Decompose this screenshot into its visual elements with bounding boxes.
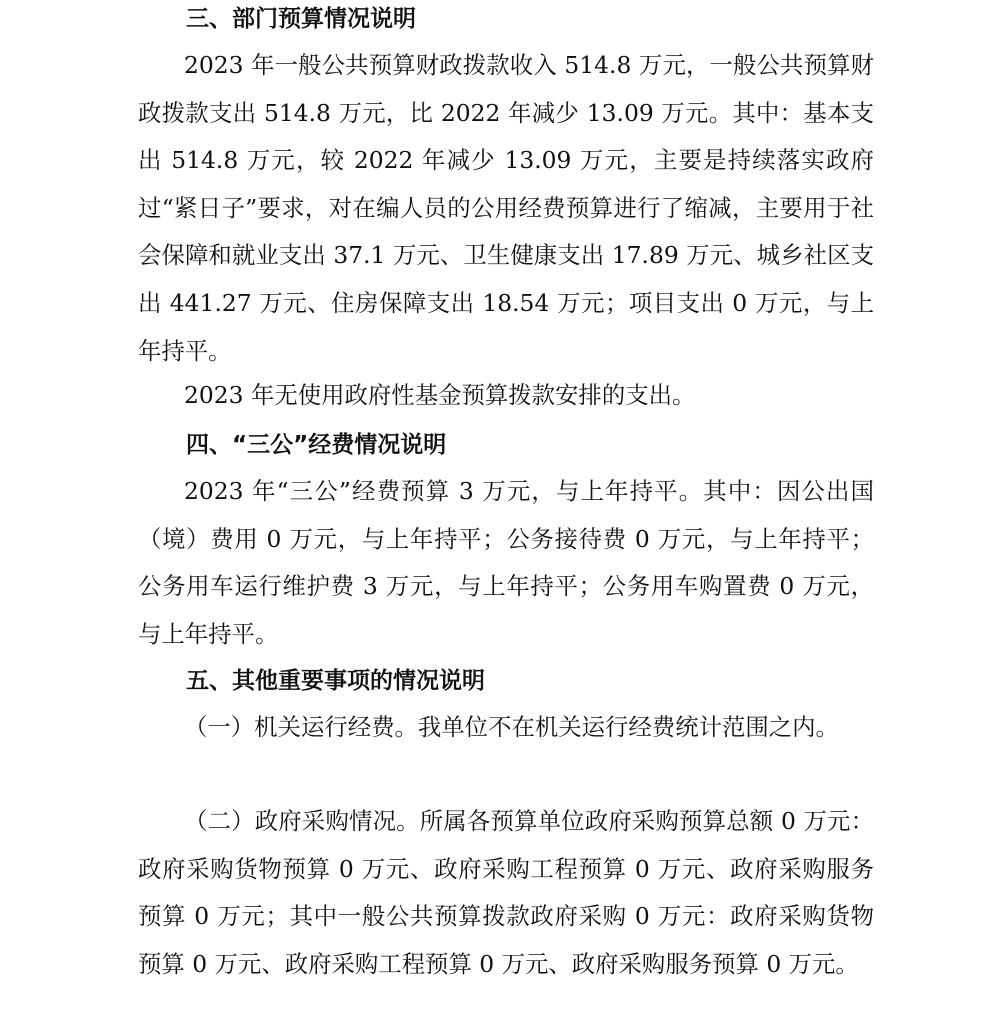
paragraph-operating-expenses: （一）机关运行经费。我单位不在机关运行经费统计范围之内。: [184, 713, 839, 741]
paragraph-government-fund: 2023 年无使用政府性基金预算拨款安排的支出。: [184, 381, 696, 409]
section-heading-three-public: 四、“三公”经费情况说明: [186, 432, 447, 458]
paragraph-three-public-details: 2023 年“三公”经费预算 3 万元，与上年持平。其中：因公出国（境）费用 0 万元，与上年持平；公务接待费 0 万元，与上年持平；公务用车运行维护费 3 万元，与上年持平；公务用车购置费 0 万元，与上年持平。: [138, 477, 874, 648]
paragraph-budget-details: 2023 年一般公共预算财政拨款收入 514.8 万元，一般公共预算财政拨款支出 514.8 万元，比 2022 年减少 13.09 万元。其中：基本支出 514.8 万元，较 2022 年减少 13.09 万元，主要是持续落实政府过“紧日子”要求，对在编人员的公用经费预算进行了缩减，主要用于社会保障和就业支出 37.1 万元、卫生健康支出 17.89 万元、城乡社区支出 441.27 万元、住房保障支出 18.54 万元；项目支出 0 万元，与上年持平。: [138, 51, 874, 365]
section-heading-budget: 三、部门预算情况说明: [186, 6, 416, 32]
section-heading-other-matters: 五、其他重要事项的情况说明: [186, 668, 485, 694]
paragraph-government-procurement: （二）政府采购情况。所属各预算单位政府采购预算总额 0 万元：政府采购货物预算 0 万元、政府采购工程预算 0 万元、政府采购服务预算 0 万元；其中一般公共预算拨款政府采购 0 万元：政府采购货物预算 0 万元、政府采购工程预算 0 万元、政府采购服务预算 0 万元。: [138, 807, 874, 978]
